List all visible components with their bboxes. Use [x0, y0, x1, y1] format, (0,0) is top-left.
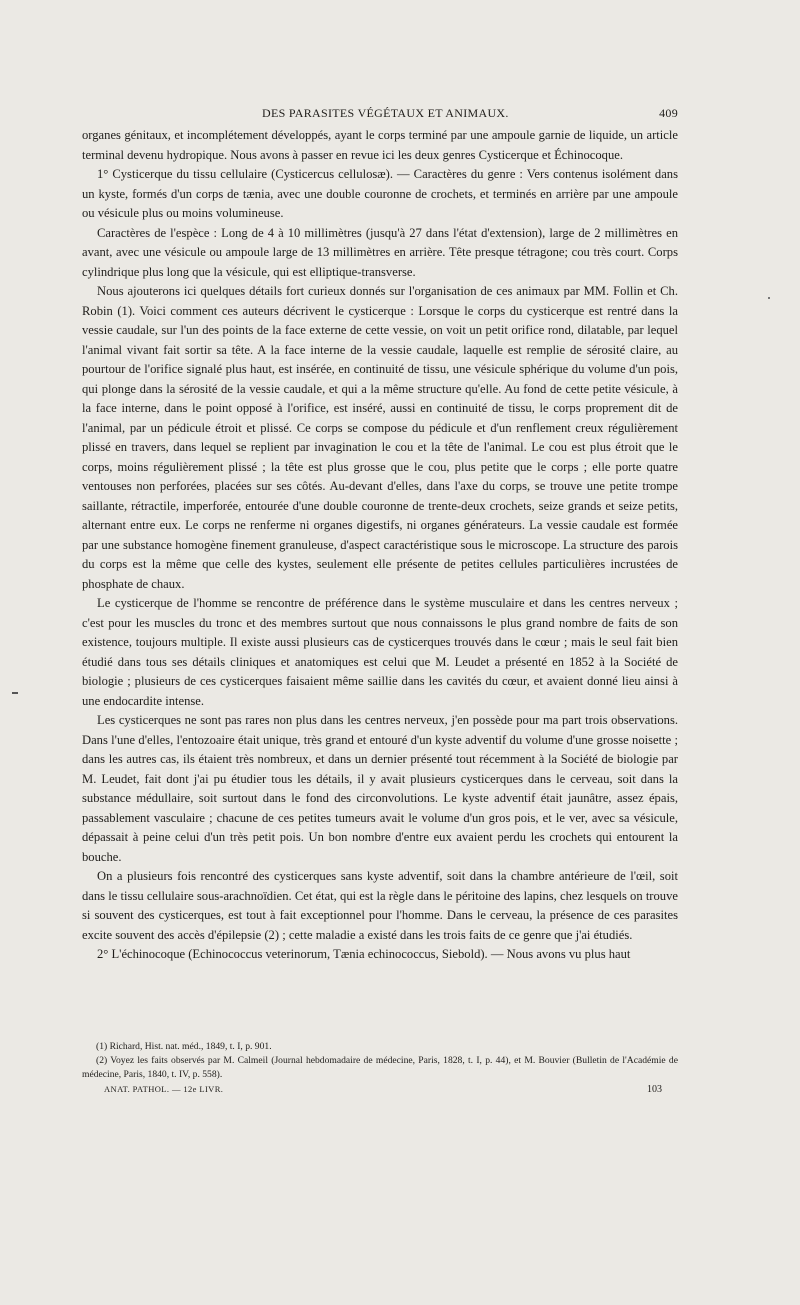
paragraph: organes génitaux, et incomplétement développés, ayant le corps terminé par une ampoule garnie de liquide, un article terminal devenu hydropique. Nous avons à passer en revue ici les deux genres Cysticerque et Échinocoque. [82, 128, 678, 162]
paragraph: 2° L'échinocoque (Echinococcus veterinorum, Tænia echinococcus, Siebold). — Nous avons vu plus haut [97, 947, 631, 961]
body-text [82, 126, 678, 965]
paragraph: Les cysticerques ne sont pas rares non plus dans les centres nerveux, j'en possède pour ma part trois observations. Dans l'une d'elles, l'entozoaire était unique, très grand et entouré d'un kyste adventif du volume d'une grosse noisette ; dans les autres cas, ils étaient très nombreux, et dans un dernier présenté tout récemment à la Société de biologie par M. Leudet, fait dont j'ai pu étudier tous les détails, il y avait plusieurs cysticerques dans le cerveau, soit dans la substance médullaire, soit surtout dans le fond des circonvolutions. Le kyste adventif était jaunâtre, assez épais, passablement vasculaire ; chacune de ces petites tumeurs avait le volume d'un gros pois, et le ver, avec sa vésicule, dépassait à peine celui d'un très petit pois. Un bon nombre d'entre eux avaient perdu les crochets qui entourent la bouche. [82, 713, 678, 864]
page-number: 409 [659, 106, 678, 120]
footnote: (1) Richard, Hist. nat. méd., 1849, t. I, p. 901. [96, 1041, 272, 1052]
paragraph: Le cysticerque de l'homme se rencontre de préférence dans le système musculaire et dans les centres nerveux ; c'est pour les muscles du tronc et des membres surtout que nous connaissons le plus grand nombre de faits de son existence, toujours multiple. Il existe aussi plusieurs cas de cysticerques trouvés dans le cœur ; mais le seul fait bien étudié dans tous ses détails cliniques et anatomiques est celui que M. Leudet a présenté en 1852 à la Société de biologie ; plusieurs de ces cysticerques faisaient même saillie dans les cavités du cœur, et avaient donné lieu ainsi à une endocardite intense. [82, 596, 678, 708]
margin-dot [768, 297, 770, 299]
running-title: DES PARASITES VÉGÉTAUX ET ANIMAUX. [262, 106, 509, 120]
signature-line [104, 1084, 678, 1098]
signature-number: 103 [647, 1084, 662, 1095]
footnote: (2) Voyez les faits observés par M. Calmeil (Journal hebdomadaire de médecine, Paris, 1828, t. I, p. 44), et M. Bouvier (Bulletin de l'Académie de médecine, Paris, 1840, t. IV, p. 558). [82, 1055, 678, 1080]
margin-mark [12, 692, 18, 694]
paragraph: On a plusieurs fois rencontré des cysticerques sans kyste adventif, soit dans la chambre antérieure de l'œil, soit dans le tissu cellulaire sous-arachnoïdien. Cet état, qui est la règle dans le péritoine des lapins, chez lesquels on trouve si souvent des cysticerques, est tout à fait exceptionnel pour l'homme. Dans le cerveau, la présence de ces parasites excite souvent des accès d'épilepsie (2) ; cette maladie a existé dans les trois faits de ce genre que j'ai étudiés. [82, 869, 678, 942]
paragraph: Nous ajouterons ici quelques détails fort curieux donnés sur l'organisation de ces animaux par MM. Follin et Ch. Robin (1). Voici comment ces auteurs décrivent le cysticerque : Lorsque le corps du cysticerque est rentré dans la vessie caudale, sur l'un des points de la face externe de cette vessie, on voit un petit orifice rond, dilatable, par lequel l'animal vivant fait sortir sa tête. A la face interne de la vessie caudale, laquelle est remplie de sérosité claire, au pourtour de l'orifice signalé plus haut, est insérée, en continuité de tissu, une vésicule sphérique du volume d'un pois, qui plonge dans la sérosité de la vessie caudale, et qui a la même structure qu'elle. Au fond de cette petite vésicule, à la face interne, dans le point opposé à l'orifice, est inséré, aussi en continuité de tissu, le corps proprement dit de l'animal, par un pédicule étroit et plissé. Ce corps se compose du pédicule et d'un renflement creux régulièrement plissé en travers, dans lequel se replient par invagination le cou et la tête de l'animal. Le cou est plus étroit que le corps, moins régulièrement plissé ; la tête est plus grosse que le cou, plus petite que le corps ; elle porte quatre ventouses non perforées, placées sur ses côtés. Au-devant d'elles, dans l'axe du corps, se trouve une petite trompe saillante, rétractile, imperforée, entourée d'une double couronne de trente-deux crochets, seize grands et seize petits, alternant entre eux. Le corps ne renferme ni organes digestifs, ni organes générateurs. La vessie caudale est formée par une substance homogène finement granuleuse, d'aspect caractéristique sous le microscope. La structure des parois du corps est la même que celle des kystes, seulement elle présente de petites cellules particulières incrustées de phosphate de chaux. [82, 284, 678, 591]
paragraph: Caractères de l'espèce : Long de 4 à 10 millimètres (jusqu'à 27 dans l'état d'extension), large de 2 millimètres en avant, avec une vésicule ou ampoule large de 13 millimètres en arrière. Tête presque tétragone; cou très court. Corps cylindrique plus long que la vésicule, qui est elliptique-transverse. [82, 225, 678, 279]
paragraph: 1° Cysticerque du tissu cellulaire (Cysticercus cellulosæ). — Caractères du genre : Vers contenus isolément dans un kyste, formés d'un corps de tænia, avec une double couronne de crochets, et terminés en arrière par une ampoule ou vésicule plus ou moins volumineuse. [82, 167, 678, 220]
signature-mark: ANAT. PATHOL. — 12e LIVR. [104, 1084, 224, 1094]
running-header [82, 106, 678, 122]
footnotes [82, 1040, 678, 1082]
